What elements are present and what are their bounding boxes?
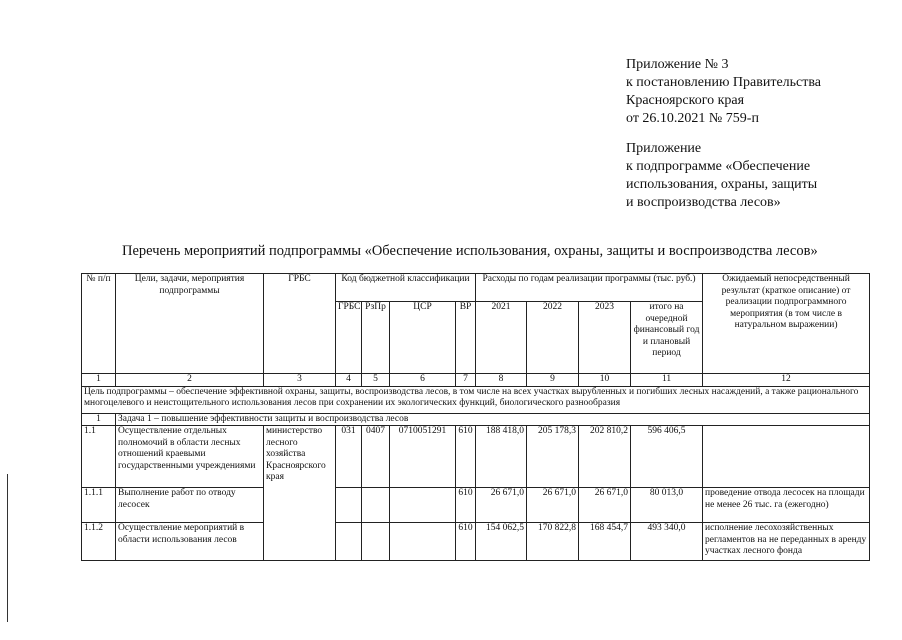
row-csr: 0710051291	[390, 426, 456, 488]
subprogram-line: использования, охраны, защиты	[626, 177, 818, 192]
col-grbs-header: ГРБС	[264, 274, 336, 374]
col-2023-header: 2023	[579, 302, 631, 374]
appendix-line: Красноярского края	[626, 93, 745, 108]
column-number: 5	[362, 374, 390, 387]
column-number: 2	[116, 374, 264, 387]
row-2022: 205 178,3	[527, 426, 579, 488]
row-2023: 168 454,7	[579, 523, 631, 561]
row-result: исполнение лесохозяйственных регламентов на не переданных в аренду участках лесного фонда	[703, 523, 870, 561]
row-total: 80 013,0	[631, 488, 703, 523]
table-row	[82, 426, 870, 488]
column-number: 1	[82, 374, 116, 387]
row-rzpr	[362, 523, 390, 561]
row-2023: 26 671,0	[579, 488, 631, 523]
goal-row	[82, 386, 870, 413]
col-rzpr-header: РзПр	[362, 302, 390, 374]
appendix-line: Приложение № 3	[626, 57, 729, 72]
row-grbs-code: 031	[336, 426, 362, 488]
row-number: 1.1.1	[82, 488, 116, 523]
column-number: 12	[703, 374, 870, 387]
row-grbs-code	[336, 488, 362, 523]
row-2022: 170 822,8	[527, 523, 579, 561]
subprogram-line: и воспроизводства лесов»	[626, 195, 781, 210]
col-num-header: № п/п	[82, 274, 116, 374]
row-vr: 610	[456, 426, 476, 488]
row-grbs: министерство лесного хозяйства Красноярского края	[264, 426, 336, 561]
appendix-line: к постановлению Правительства	[626, 75, 822, 90]
row-csr	[390, 523, 456, 561]
measures-table	[81, 273, 870, 561]
row-number: 1.1.2	[82, 523, 116, 561]
row-total: 596 406,5	[631, 426, 703, 488]
document-title: Перечень мероприятий подпрограммы «Обеспечение использования, охраны, защиты и воспроизводства лесов»	[122, 243, 818, 259]
col-2022-header: 2022	[527, 302, 579, 374]
column-number: 6	[390, 374, 456, 387]
row-rzpr: 0407	[362, 426, 390, 488]
row-result: проведение отвода лесосек на площади не менее 26 тыс. га (ежегодно)	[703, 488, 870, 523]
row-number: 1.1	[82, 426, 116, 488]
column-number: 7	[456, 374, 476, 387]
col-grbs-code-header: ГРБС	[336, 302, 362, 374]
col-total-header: итого на очередной финансовый год и плановый период	[631, 302, 703, 374]
appendix-header	[626, 56, 821, 128]
row-vr: 610	[456, 488, 476, 523]
column-number: 11	[631, 374, 703, 387]
column-number: 4	[336, 374, 362, 387]
task-text: Задача 1 – повышение эффективности защиты и воспроизводства лесов	[116, 413, 870, 426]
row-measure: Осуществление отдельных полномочий в области лесных отношений краевыми государственными учреждениями	[116, 426, 264, 488]
row-2022: 26 671,0	[527, 488, 579, 523]
subprogram-header	[626, 140, 817, 212]
row-measure: Выполнение работ по отводу лесосек	[116, 488, 264, 523]
col-vr-header: ВР	[456, 302, 476, 374]
row-result	[703, 426, 870, 488]
column-number: 3	[264, 374, 336, 387]
table-header-row	[82, 274, 870, 302]
appendix-line: от 26.10.2021 № 759-п	[626, 111, 759, 126]
row-2021: 26 671,0	[476, 488, 527, 523]
table-row	[82, 488, 870, 523]
row-csr	[390, 488, 456, 523]
col-expenses-header: Расходы по годам реализации программы (тыс. руб.)	[476, 274, 703, 302]
row-2021: 154 062,5	[476, 523, 527, 561]
margin-line	[7, 474, 8, 622]
col-goals-header: Цели, задачи, мероприятия подпрограммы	[116, 274, 264, 374]
task-row	[82, 413, 870, 426]
subprogram-line: Приложение	[626, 141, 702, 156]
row-2021: 188 418,0	[476, 426, 527, 488]
column-number-row	[82, 374, 870, 387]
column-number: 10	[579, 374, 631, 387]
row-vr: 610	[456, 523, 476, 561]
row-grbs-code	[336, 523, 362, 561]
column-number: 9	[527, 374, 579, 387]
row-measure: Осуществление мероприятий в области использования лесов	[116, 523, 264, 561]
col-kbk-header: Код бюджетной классификации	[336, 274, 476, 302]
table-row	[82, 523, 870, 561]
row-2023: 202 810,2	[579, 426, 631, 488]
column-number: 8	[476, 374, 527, 387]
task-number: 1	[82, 413, 116, 426]
goal-text: Цель подпрограммы – обеспечение эффективной охраны, защиты, воспроизводства лесов, в том числе на всех участках вырубленных и погибших лесных насаждений, а также рационального многоцелевого и неистощительного использования лесов при сохранении их экологических функций, биологического разнообразия	[82, 386, 870, 413]
row-rzpr	[362, 488, 390, 523]
row-total: 493 340,0	[631, 523, 703, 561]
col-csr-header: ЦСР	[390, 302, 456, 374]
subprogram-line: к подпрограмме «Обеспечение	[626, 159, 811, 174]
col-result-header: Ожидаемый непосредственный результат (краткое описание) от реализации подпрограммного мероприятия (в том числе в натуральном выражении)	[703, 274, 870, 374]
col-2021-header: 2021	[476, 302, 527, 374]
